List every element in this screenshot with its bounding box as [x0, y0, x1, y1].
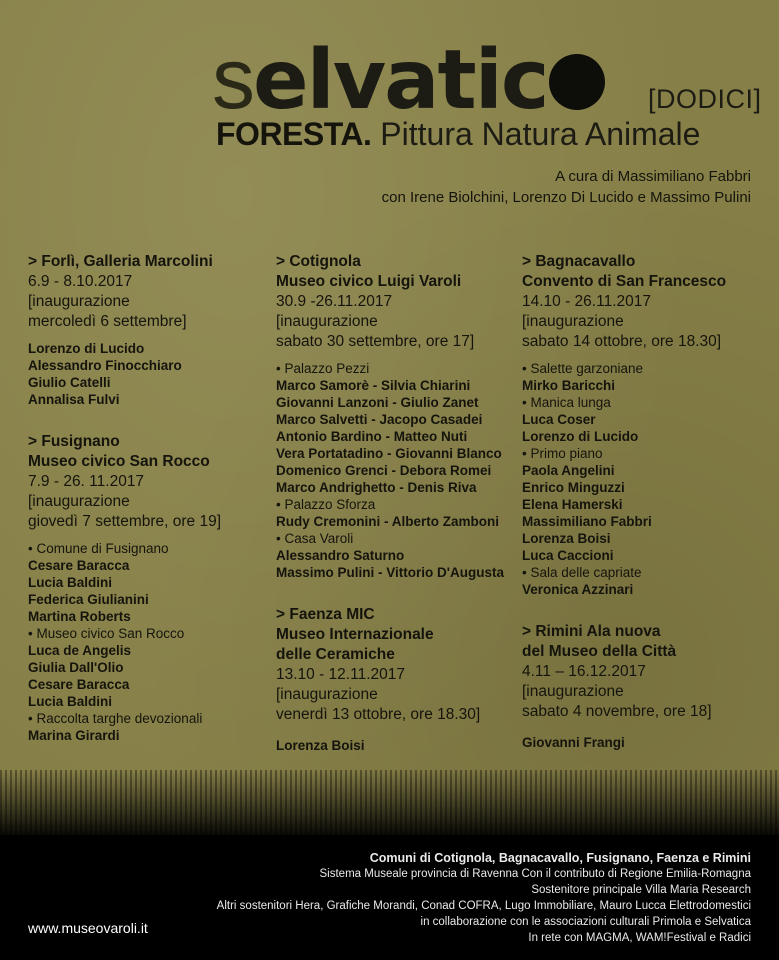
artist: Luca de Angelis	[28, 643, 132, 658]
artist-list	[28, 540, 260, 744]
artist: Mirko Baricchi	[522, 378, 616, 393]
venue-opening-date: sabato 4 novembre, ore 18]	[522, 703, 712, 720]
section-label: • Raccolta targhe devozionali	[28, 711, 203, 726]
artist: Luca Caccioni	[522, 548, 614, 563]
artist-list	[276, 360, 516, 581]
artist: Annalisa Fulvi	[28, 392, 120, 407]
artist: Marco Salvetti - Jacopo Casadei	[276, 412, 483, 427]
venue-subtitle: Museo Internazionale	[276, 626, 434, 643]
sponsor-line: Sistema Museale provincia di Ravenna Con il contributo di Regione Emilia-Romagna	[319, 868, 751, 880]
artist: Veronica Azzinari	[522, 582, 634, 597]
subtitle-tagline: Pittura Natura Animale	[380, 116, 701, 152]
artist: Domenico Grenci - Debora Romei	[276, 463, 492, 478]
venue-opening: [inaugurazione	[28, 293, 130, 310]
artist: Lorenza Boisi	[522, 531, 611, 546]
venue-forli	[28, 252, 260, 408]
venue-title: > Fusignano	[28, 433, 120, 450]
artist: Marco Samorè - Silvia Chiarini	[276, 378, 471, 393]
artist: Federica Giulianini	[28, 592, 149, 607]
venue-subtitle: Convento di San Francesco	[522, 273, 727, 290]
sponsor-line: Altri sostenitori Hera, Grafiche Morandi, Conad COFRA, Lugo Immobiliare, Mauro Lucca Elettrodomestici	[216, 900, 751, 912]
venue-opening: [inaugurazione	[522, 683, 624, 700]
section-label: • Palazzo Sforza	[276, 497, 376, 512]
title-circle-logo	[549, 54, 605, 110]
section-label: • Comune di Fusignano	[28, 541, 169, 556]
artist-list	[522, 360, 762, 598]
subtitle-foresta: FORESTA.	[216, 116, 372, 152]
section-label: • Salette garzoniane	[522, 361, 644, 376]
venue-opening-date: sabato 14 ottobre, ore 18.30]	[522, 333, 722, 350]
venue-opening-date: venerdì 13 ottobre, ore 18.30]	[276, 706, 481, 723]
artist: Cesare Baracca	[28, 558, 130, 573]
artist: Massimiliano Fabbri	[522, 514, 652, 529]
artist: Alessandro Saturno	[276, 548, 405, 563]
sponsor-line: Sostenitore principale Villa Maria Research	[531, 884, 751, 896]
artist: Martina Roberts	[28, 609, 131, 624]
venue-title: > Forlì, Galleria Marcolini	[28, 253, 213, 270]
venue-opening: [inaugurazione	[276, 313, 378, 330]
venue-dates: 30.9 -26.11.2017	[276, 293, 393, 310]
artist: Lorenzo di Lucido	[522, 429, 639, 444]
artist: Paola Angelini	[522, 463, 615, 478]
venue-dates: 14.10 - 26.11.2017	[522, 293, 651, 310]
column-2	[276, 252, 516, 764]
venue-subtitle: Museo civico Luigi Varoli	[276, 273, 462, 290]
section-label: • Museo civico San Rocco	[28, 626, 185, 641]
venue-opening-date: mercoledì 6 settembre]	[28, 313, 187, 330]
venue-title: > Rimini Ala nuova	[522, 623, 661, 640]
artist: Rudy Cremonini - Alberto Zamboni	[276, 514, 500, 529]
artist: Lucia Baldini	[28, 694, 113, 709]
venue-opening: [inaugurazione	[276, 686, 378, 703]
venue-subtitle: Museo civico San Rocco	[28, 453, 210, 470]
artist: Giulia Dall'Olio	[28, 660, 124, 675]
title-first-letter: s	[212, 31, 253, 127]
section-label: • Casa Varoli	[276, 531, 354, 546]
artist: Lorenza Boisi	[276, 738, 365, 753]
artist: Luca Coser	[522, 412, 596, 427]
texture-band	[0, 770, 779, 840]
artist: Lorenzo di Lucido	[28, 341, 145, 356]
edition-label: [DODICI]	[648, 84, 762, 114]
sponsors-block	[217, 850, 751, 946]
venue-dates: 4.11 – 16.12.2017	[522, 663, 646, 680]
section-label: • Manica lunga	[522, 395, 611, 410]
artist: Enrico Minguzzi	[522, 480, 625, 495]
artist: Cesare Baracca	[28, 677, 130, 692]
artist: Massimo Pulini - Vittorio D'Augusta	[276, 565, 504, 580]
venue-rimini	[522, 622, 762, 751]
column-1	[28, 252, 260, 754]
co-curators: con Irene Biolchini, Lorenzo Di Lucido e Massimo Pulini	[381, 189, 751, 206]
section-label: • Palazzo Pezzi	[276, 361, 370, 376]
venue-title: > Cotignola	[276, 253, 361, 270]
venue-dates: 13.10 - 12.11.2017	[276, 666, 405, 683]
artist: Giovanni Lanzoni - Giulio Zanet	[276, 395, 479, 410]
venue-dates: 6.9 - 8.10.2017	[28, 273, 133, 290]
curated-by: A cura di Massimiliano Fabbri	[555, 168, 751, 185]
artist: Giovanni Frangi	[522, 735, 625, 750]
venue-cotignola	[276, 252, 516, 581]
venue-faenza	[276, 605, 516, 754]
venue-subtitle-2: delle Ceramiche	[276, 646, 395, 663]
venue-opening-date: sabato 30 settembre, ore 17]	[276, 333, 475, 350]
municipalities: Comuni di Cotignola, Bagnacavallo, Fusignano, Faenza e Rimini	[369, 851, 751, 865]
sponsor-line: in collaborazione con le associazioni culturali Primola e Selvatica	[420, 916, 751, 928]
venue-title: > Bagnacavallo	[522, 253, 636, 270]
artist: Vera Portatadino - Giovanni Blanco	[276, 446, 502, 461]
title-rest: elvatic	[253, 33, 548, 128]
website-link[interactable]: www.museovaroli.it	[28, 920, 148, 936]
artist: Giulio Catelli	[28, 375, 111, 390]
venue-subtitle: del Museo della Città	[522, 643, 677, 660]
section-label: • Primo piano	[522, 446, 603, 461]
sponsor-line: In rete con MAGMA, WAM!Festival e Radici	[528, 932, 751, 944]
venue-bagnacavallo	[522, 252, 762, 598]
column-3	[522, 252, 762, 761]
exhibition-title	[212, 31, 605, 128]
artist: Alessandro Finocchiaro	[28, 358, 182, 373]
artist: Marina Girardi	[28, 728, 120, 743]
artist: Marco Andrighetto - Denis Riva	[276, 480, 477, 495]
curators-block	[382, 166, 751, 208]
venue-opening: [inaugurazione	[522, 313, 624, 330]
subtitle	[216, 116, 700, 152]
artist-list	[28, 340, 260, 408]
section-label: • Sala delle capriate	[522, 565, 642, 580]
venue-dates: 7.9 - 26. 11.2017	[28, 473, 145, 490]
artist: Elena Hamerski	[522, 497, 623, 512]
venue-fusignano	[28, 432, 260, 744]
venue-title: > Faenza MIC	[276, 606, 375, 623]
venue-opening: [inaugurazione	[28, 493, 130, 510]
artist: Lucia Baldini	[28, 575, 113, 590]
artist: Antonio Bardino - Matteo Nuti	[276, 429, 468, 444]
venue-opening-date: giovedì 7 settembre, ore 19]	[28, 513, 222, 530]
